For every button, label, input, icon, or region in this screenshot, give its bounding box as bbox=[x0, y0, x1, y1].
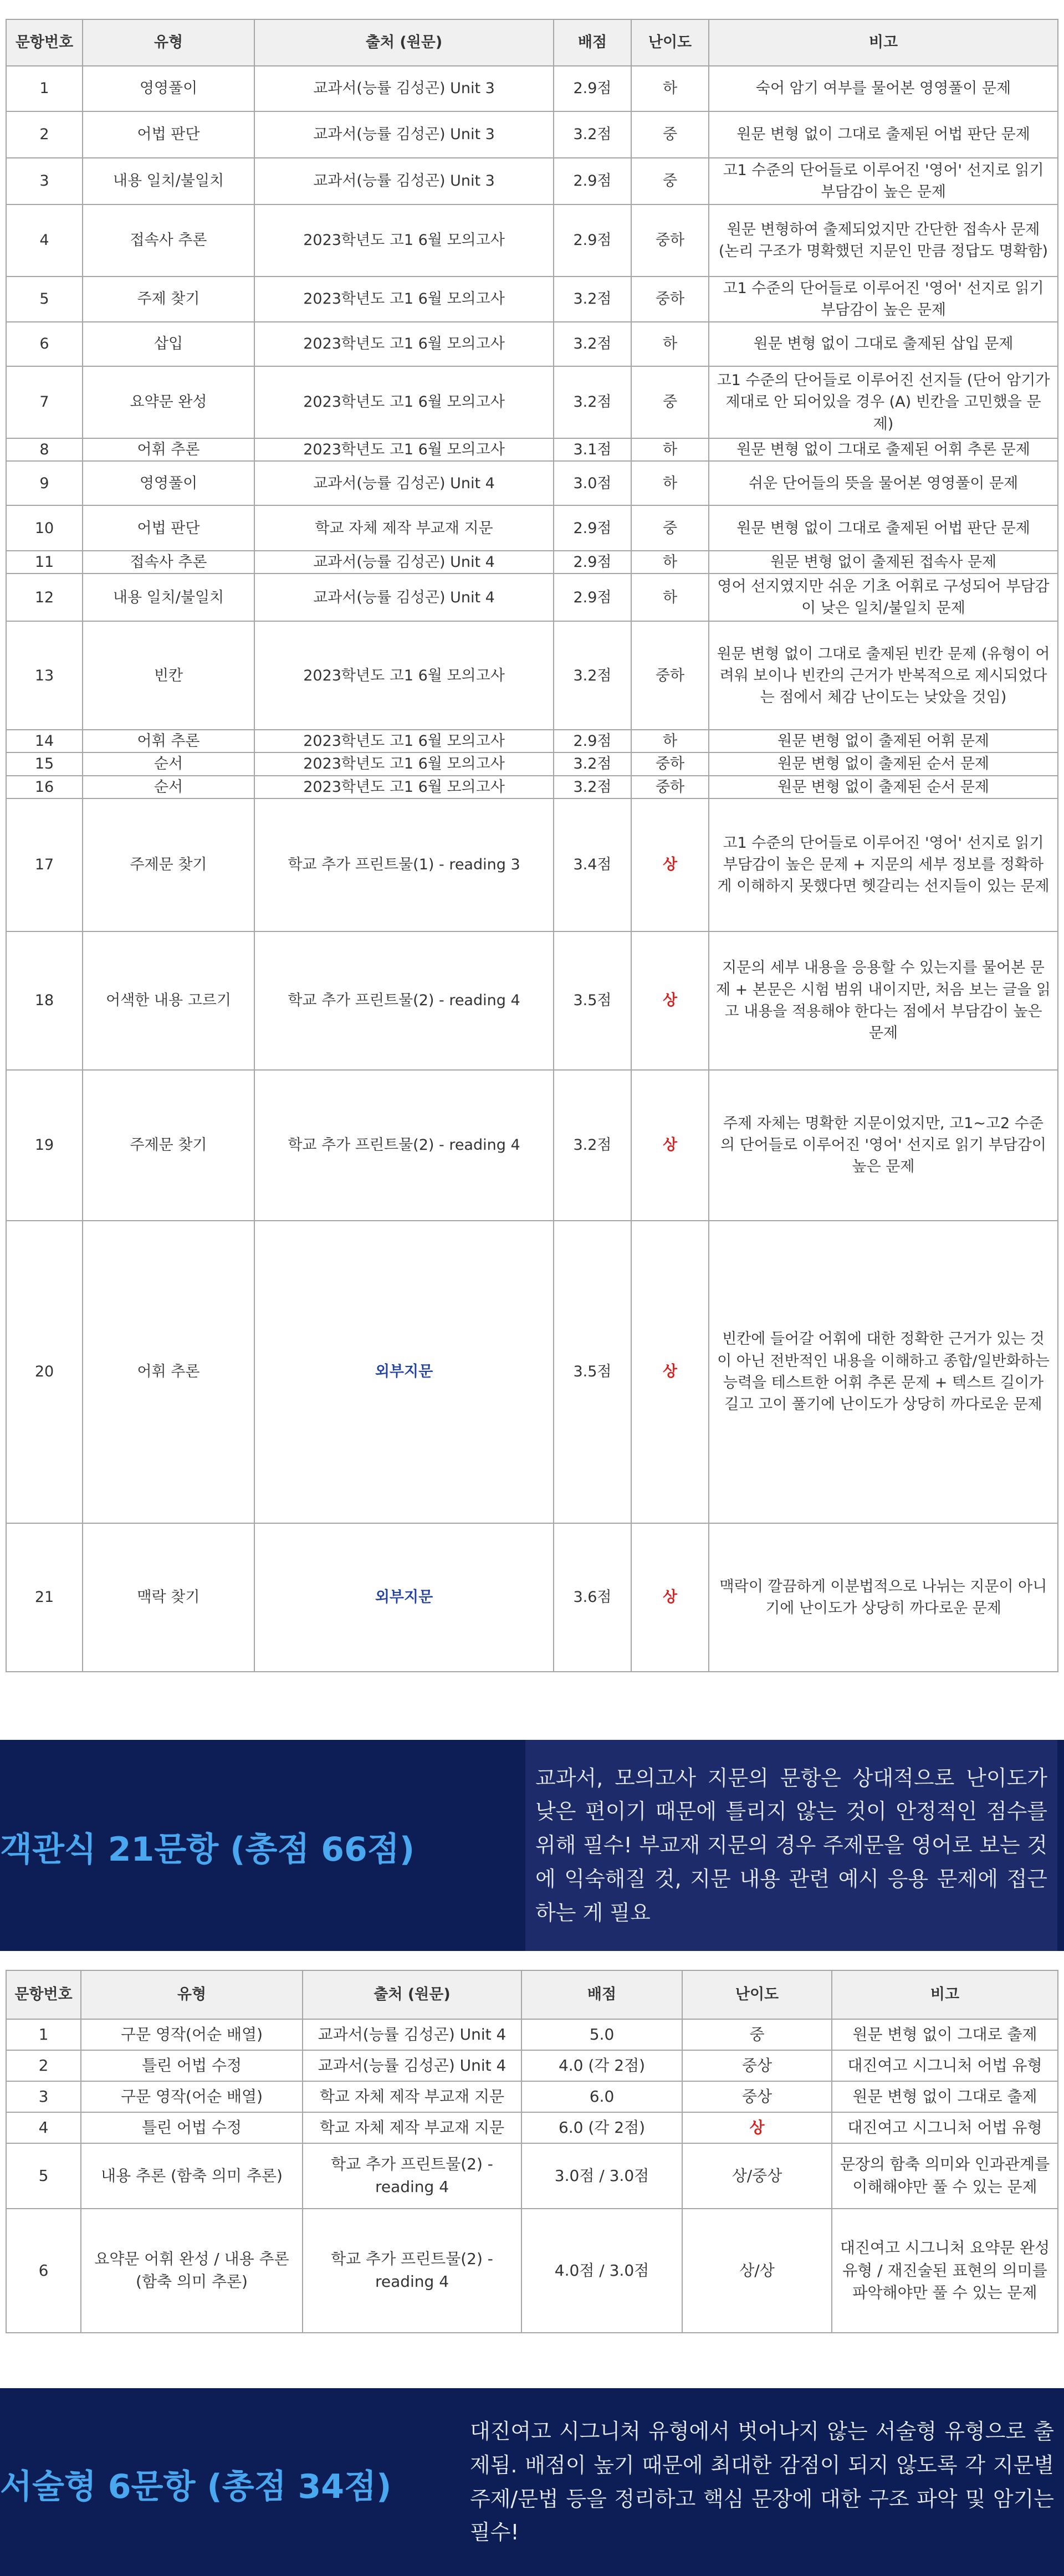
row-number: 17 bbox=[6, 798, 83, 931]
row-number: 8 bbox=[6, 438, 83, 461]
row-note: 원문 변형 없이 그대로 출제된 빈칸 문제 (유형이 어려워 보이나 빈칸의 근거가 반복적으로 제시되었다는 점에서 체감 난이도는 낮았을 것임) bbox=[709, 621, 1058, 730]
row-level: 중하 bbox=[631, 776, 709, 798]
row-type: 맥락 찾기 bbox=[83, 1523, 254, 1672]
row-number: 1 bbox=[6, 2019, 81, 2050]
row-number: 1 bbox=[6, 66, 83, 111]
row-score: 3.2점 bbox=[554, 752, 631, 775]
row-note: 원문 변형 없이 그대로 출제된 삽입 문제 bbox=[709, 322, 1058, 366]
row-number: 19 bbox=[6, 1070, 83, 1221]
subjective-summary-note: 대진여고 시그니처 유형에서 벗어나지 않는 서술형 유형으로 출제됨. 배점이 높기 때문에 최대한 감점이 되지 않도록 각 지문별 주제/문법 등을 정리하고 핵심 문장에 대한 구조 파악 및 암기는 필수! bbox=[470, 2419, 1054, 2545]
objective-summary-title: 객관식 21문항 (총점 66점) bbox=[0, 1830, 415, 1869]
header-level: 난이도 bbox=[682, 1970, 832, 2019]
row-type: 요약문 완성 bbox=[83, 366, 254, 438]
subjective-summary-note-box bbox=[460, 2388, 1064, 2576]
row-number: 6 bbox=[6, 322, 83, 366]
table-row bbox=[6, 776, 1058, 798]
row-note: 대진여고 시그니처 요약문 완성 유형 / 재진술된 표현의 의미를 파악해야만 풀 수 있는 문제 bbox=[832, 2209, 1058, 2333]
row-note: 주제 자체는 명확한 지문이었지만, 고1~고2 수준의 단어들로 이루어진 '영어' 선지로 읽기 부담감이 높은 문제 bbox=[709, 1070, 1058, 1221]
table-row bbox=[6, 366, 1058, 438]
row-level: 하 bbox=[631, 551, 709, 573]
row-note: 고1 수준의 단어들로 이루어진 선지들 (단어 암기가 제대로 안 되어있을 경우 (A) 빈칸을 고민했을 문제) bbox=[709, 366, 1058, 438]
row-number: 2 bbox=[6, 2050, 81, 2081]
row-note: 원문 변형 없이 출제된 접속사 문제 bbox=[709, 551, 1058, 573]
row-level: 하 bbox=[631, 438, 709, 461]
header-number: 문항번호 bbox=[6, 1970, 81, 2019]
table-row bbox=[6, 111, 1058, 158]
header-level: 난이도 bbox=[631, 19, 709, 66]
objective-summary-note: 교과서, 모의고사 지문의 문항은 상대적으로 난이도가 낮은 편이기 때문에 틀리지 않는 것이 안정적인 점수를 위해 필수! 부교재 지문의 경우 주제문을 영어로 보는 것에 익숙해질 것, 지문 내용 관련 예시 응용 문제에 접근하는 게 필요 bbox=[535, 1765, 1047, 1925]
header-source: 출처 (원문) bbox=[254, 19, 554, 66]
header-note: 비고 bbox=[709, 19, 1058, 66]
row-source: 교과서(능률 김성곤) Unit 4 bbox=[254, 461, 554, 505]
row-source: 교과서(능률 김성곤) Unit 4 bbox=[254, 551, 554, 573]
row-level: 중 bbox=[631, 111, 709, 158]
row-score: 3.6점 bbox=[554, 1523, 631, 1672]
table-row bbox=[6, 204, 1058, 276]
row-note: 원문 변형 없이 출제된 어휘 문제 bbox=[709, 730, 1058, 752]
row-note: 원문 변형 없이 출제된 순서 문제 bbox=[709, 776, 1058, 798]
row-number: 3 bbox=[6, 158, 83, 204]
row-source: 교과서(능률 김성곤) Unit 3 bbox=[254, 158, 554, 204]
row-level: 중 bbox=[631, 366, 709, 438]
row-level: 상 bbox=[631, 1523, 709, 1672]
row-score: 2.9점 bbox=[554, 551, 631, 573]
row-score: 3.4점 bbox=[554, 798, 631, 931]
row-source: 학교 자체 제작 부교재 지문 bbox=[303, 2112, 521, 2143]
row-source: 학교 추가 프린트물(2) - reading 4 bbox=[303, 2209, 521, 2333]
row-source: 학교 추가 프린트물(1) - reading 3 bbox=[254, 798, 554, 931]
row-source: 교과서(능률 김성곤) Unit 3 bbox=[254, 111, 554, 158]
table-row bbox=[6, 322, 1058, 366]
row-type: 삽입 bbox=[83, 322, 254, 366]
row-level: 중 bbox=[631, 505, 709, 551]
row-note: 빈칸에 들어갈 어휘에 대한 정확한 근거가 있는 것이 아닌 전반적인 내용을 이해하고 종합/일반화하는 능력을 테스트한 어휘 추론 문제 + 텍스트 길이가 길고 고이 풀기에 난이도가 상당히 까다로운 문제 bbox=[709, 1221, 1058, 1523]
header-score: 배점 bbox=[554, 19, 631, 66]
row-note: 숙어 암기 여부를 물어본 영영풀이 문제 bbox=[709, 66, 1058, 111]
row-type: 주제문 찾기 bbox=[83, 798, 254, 931]
row-number: 11 bbox=[6, 551, 83, 573]
row-type: 구문 영작(어순 배열) bbox=[81, 2019, 303, 2050]
row-note: 원문 변형 없이 그대로 출제 bbox=[832, 2019, 1058, 2050]
row-level: 상 bbox=[631, 1221, 709, 1523]
row-number: 2 bbox=[6, 111, 83, 158]
row-source: 학교 추가 프린트물(2) - reading 4 bbox=[254, 931, 554, 1070]
row-level: 하 bbox=[631, 66, 709, 111]
subjective-summary-title: 서술형 6문항 (총점 34점) bbox=[0, 2467, 392, 2506]
row-note: 고1 수준의 단어들로 이루어진 '영어' 선지로 읽기 부담감이 높은 문제 + 지문의 세부 정보를 정확하게 이해하지 못했다면 헷갈리는 선지들이 있는 문제 bbox=[709, 798, 1058, 931]
row-score: 6.0 (각 2점) bbox=[521, 2112, 682, 2143]
table-row bbox=[6, 1070, 1058, 1221]
row-level: 중하 bbox=[631, 621, 709, 730]
row-note: 고1 수준의 단어들로 이루어진 '영어' 선지로 읽기 부담감이 높은 문제 bbox=[709, 158, 1058, 204]
table-header-row bbox=[6, 1970, 1058, 2019]
header-type: 유형 bbox=[81, 1970, 303, 2019]
row-type: 영영풀이 bbox=[83, 461, 254, 505]
subjective-table bbox=[6, 1970, 1058, 2333]
row-score: 2.9점 bbox=[554, 66, 631, 111]
row-score: 2.9점 bbox=[554, 573, 631, 621]
row-score: 5.0 bbox=[521, 2019, 682, 2050]
table-row bbox=[6, 461, 1058, 505]
row-number: 4 bbox=[6, 204, 83, 276]
row-level: 상/중상 bbox=[682, 2143, 832, 2209]
row-level: 하 bbox=[631, 322, 709, 366]
row-level: 상 bbox=[631, 798, 709, 931]
row-note: 원문 변형 없이 출제된 순서 문제 bbox=[709, 752, 1058, 775]
row-score: 3.2점 bbox=[554, 111, 631, 158]
table-row bbox=[6, 2143, 1058, 2209]
row-type: 틀린 어법 수정 bbox=[81, 2112, 303, 2143]
table-row bbox=[6, 1221, 1058, 1523]
row-score: 3.5점 bbox=[554, 1221, 631, 1523]
header-number: 문항번호 bbox=[6, 19, 83, 66]
table-row bbox=[6, 1523, 1058, 1672]
objective-table bbox=[6, 19, 1058, 1672]
row-note: 원문 변형 없이 그대로 출제된 어법 판단 문제 bbox=[709, 505, 1058, 551]
table-row bbox=[6, 573, 1058, 621]
row-level: 상 bbox=[631, 931, 709, 1070]
row-source: 외부지문 bbox=[254, 1221, 554, 1523]
row-level: 하 bbox=[631, 730, 709, 752]
row-note: 고1 수준의 단어들로 이루어진 '영어' 선지로 읽기 부담감이 높은 문제 bbox=[709, 276, 1058, 322]
row-number: 3 bbox=[6, 2081, 81, 2112]
header-note: 비고 bbox=[832, 1970, 1058, 2019]
row-source: 학교 추가 프린트물(2) - reading 4 bbox=[303, 2143, 521, 2209]
row-type: 내용 일치/불일치 bbox=[83, 573, 254, 621]
row-type: 어휘 추론 bbox=[83, 730, 254, 752]
row-type: 접속사 추론 bbox=[83, 551, 254, 573]
row-source: 2023학년도 고1 6월 모의고사 bbox=[254, 366, 554, 438]
row-type: 순서 bbox=[83, 776, 254, 798]
subjective-summary-banner bbox=[0, 2388, 1064, 2576]
table-row bbox=[6, 551, 1058, 573]
row-source: 2023학년도 고1 6월 모의고사 bbox=[254, 752, 554, 775]
row-type: 어휘 추론 bbox=[83, 1221, 254, 1523]
row-note: 원문 변형 없이 그대로 출제 bbox=[832, 2081, 1058, 2112]
row-level: 중상 bbox=[682, 2081, 832, 2112]
header-source: 출처 (원문) bbox=[303, 1970, 521, 2019]
row-type: 어법 판단 bbox=[83, 111, 254, 158]
row-level: 중하 bbox=[631, 752, 709, 775]
row-type: 순서 bbox=[83, 752, 254, 775]
row-number: 18 bbox=[6, 931, 83, 1070]
row-number: 5 bbox=[6, 2143, 81, 2209]
table-row bbox=[6, 2050, 1058, 2081]
row-source: 2023학년도 고1 6월 모의고사 bbox=[254, 730, 554, 752]
row-number: 5 bbox=[6, 276, 83, 322]
row-level: 중상 bbox=[682, 2050, 832, 2081]
row-level: 중 bbox=[631, 158, 709, 204]
row-source: 교과서(능률 김성곤) Unit 3 bbox=[254, 66, 554, 111]
row-note: 쉬운 단어들의 뜻을 물어본 영영풀이 문제 bbox=[709, 461, 1058, 505]
row-number: 16 bbox=[6, 776, 83, 798]
row-level: 중 bbox=[682, 2019, 832, 2050]
row-source: 교과서(능률 김성곤) Unit 4 bbox=[303, 2019, 521, 2050]
row-type: 구문 영작(어순 배열) bbox=[81, 2081, 303, 2112]
table-row bbox=[6, 752, 1058, 775]
row-source: 2023학년도 고1 6월 모의고사 bbox=[254, 438, 554, 461]
row-note: 원문 변형 없이 그대로 출제된 어휘 추론 문제 bbox=[709, 438, 1058, 461]
objective-summary-banner bbox=[0, 1740, 1064, 1951]
row-number: 4 bbox=[6, 2112, 81, 2143]
row-type: 주제 찾기 bbox=[83, 276, 254, 322]
row-score: 3.2점 bbox=[554, 621, 631, 730]
row-type: 내용 일치/불일치 bbox=[83, 158, 254, 204]
row-score: 3.5점 bbox=[554, 931, 631, 1070]
row-number: 7 bbox=[6, 366, 83, 438]
row-score: 3.2점 bbox=[554, 366, 631, 438]
table-row bbox=[6, 2209, 1058, 2333]
row-score: 2.9점 bbox=[554, 204, 631, 276]
table-row bbox=[6, 2019, 1058, 2050]
row-type: 주제문 찾기 bbox=[83, 1070, 254, 1221]
row-note: 대진여고 시그니처 어법 유형 bbox=[832, 2050, 1058, 2081]
row-source: 외부지문 bbox=[254, 1523, 554, 1672]
row-source: 학교 자체 제작 부교재 지문 bbox=[303, 2081, 521, 2112]
row-score: 2.9점 bbox=[554, 158, 631, 204]
row-number: 20 bbox=[6, 1221, 83, 1523]
row-score: 3.0점 / 3.0점 bbox=[521, 2143, 682, 2209]
row-number: 15 bbox=[6, 752, 83, 775]
table-row bbox=[6, 158, 1058, 204]
objective-summary-note-box bbox=[525, 1740, 1057, 1951]
table-row bbox=[6, 438, 1058, 461]
row-note: 지문의 세부 내용을 응용할 수 있는지를 물어본 문제 + 본문은 시험 범위 내이지만, 처음 보는 글을 읽고 내용을 적용해야 한다는 점에서 부담감이 높은 문제 bbox=[709, 931, 1058, 1070]
row-type: 내용 추론 (함축 의미 추론) bbox=[81, 2143, 303, 2209]
row-source: 2023학년도 고1 6월 모의고사 bbox=[254, 276, 554, 322]
row-note: 문장의 함축 의미와 인과관계를 이해해야만 풀 수 있는 문제 bbox=[832, 2143, 1058, 2209]
table-row bbox=[6, 66, 1058, 111]
row-note: 맥락이 깔끔하게 이분법적으로 나뉘는 지문이 아니기에 난이도가 상당히 까다로운 문제 bbox=[709, 1523, 1058, 1672]
row-number: 10 bbox=[6, 505, 83, 551]
table-row bbox=[6, 931, 1058, 1070]
row-score: 3.2점 bbox=[554, 322, 631, 366]
row-note: 원문 변형하여 출제되었지만 간단한 접속사 문제 (논리 구조가 명확했던 지문인 만큼 정답도 명확함) bbox=[709, 204, 1058, 276]
row-score: 2.9점 bbox=[554, 505, 631, 551]
row-source: 학교 자체 제작 부교재 지문 bbox=[254, 505, 554, 551]
header-score: 배점 bbox=[521, 1970, 682, 2019]
row-number: 9 bbox=[6, 461, 83, 505]
row-source: 2023학년도 고1 6월 모의고사 bbox=[254, 621, 554, 730]
row-number: 12 bbox=[6, 573, 83, 621]
row-source: 교과서(능률 김성곤) Unit 4 bbox=[254, 573, 554, 621]
table-row bbox=[6, 276, 1058, 322]
table-row bbox=[6, 2112, 1058, 2143]
row-source: 2023학년도 고1 6월 모의고사 bbox=[254, 204, 554, 276]
row-score: 3.1점 bbox=[554, 438, 631, 461]
row-source: 학교 추가 프린트물(2) - reading 4 bbox=[254, 1070, 554, 1221]
table-row bbox=[6, 621, 1058, 730]
row-score: 4.0 (각 2점) bbox=[521, 2050, 682, 2081]
row-note: 원문 변형 없이 그대로 출제된 어법 판단 문제 bbox=[709, 111, 1058, 158]
row-number: 14 bbox=[6, 730, 83, 752]
row-level: 하 bbox=[631, 573, 709, 621]
row-note: 영어 선지였지만 쉬운 기초 어휘로 구성되어 부담감이 낮은 일치/불일치 문제 bbox=[709, 573, 1058, 621]
header-type: 유형 bbox=[83, 19, 254, 66]
table-row bbox=[6, 2081, 1058, 2112]
row-score: 6.0 bbox=[521, 2081, 682, 2112]
row-score: 2.9점 bbox=[554, 730, 631, 752]
row-level: 하 bbox=[631, 461, 709, 505]
row-source: 교과서(능률 김성곤) Unit 4 bbox=[303, 2050, 521, 2081]
row-source: 2023학년도 고1 6월 모의고사 bbox=[254, 322, 554, 366]
row-level: 상/상 bbox=[682, 2209, 832, 2333]
row-score: 4.0점 / 3.0점 bbox=[521, 2209, 682, 2333]
row-number: 6 bbox=[6, 2209, 81, 2333]
objective-table-body bbox=[6, 66, 1058, 1672]
row-note: 대진여고 시그니처 어법 유형 bbox=[832, 2112, 1058, 2143]
row-score: 3.2점 bbox=[554, 276, 631, 322]
row-type: 빈칸 bbox=[83, 621, 254, 730]
table-header-row bbox=[6, 19, 1058, 66]
row-type: 어색한 내용 고르기 bbox=[83, 931, 254, 1070]
row-level: 중하 bbox=[631, 204, 709, 276]
row-score: 3.0점 bbox=[554, 461, 631, 505]
table-row bbox=[6, 730, 1058, 752]
table-row bbox=[6, 505, 1058, 551]
row-type: 어법 판단 bbox=[83, 505, 254, 551]
row-level: 상 bbox=[682, 2112, 832, 2143]
row-score: 3.2점 bbox=[554, 1070, 631, 1221]
row-type: 영영풀이 bbox=[83, 66, 254, 111]
table-row bbox=[6, 798, 1058, 931]
row-type: 요약문 어휘 완성 / 내용 추론 (함축 의미 추론) bbox=[81, 2209, 303, 2333]
row-level: 중하 bbox=[631, 276, 709, 322]
subjective-table-body bbox=[6, 2019, 1058, 2333]
row-number: 13 bbox=[6, 621, 83, 730]
row-type: 접속사 추론 bbox=[83, 204, 254, 276]
row-number: 21 bbox=[6, 1523, 83, 1672]
row-source: 2023학년도 고1 6월 모의고사 bbox=[254, 776, 554, 798]
row-type: 틀린 어법 수정 bbox=[81, 2050, 303, 2081]
row-score: 3.2점 bbox=[554, 776, 631, 798]
row-type: 어휘 추론 bbox=[83, 438, 254, 461]
row-level: 상 bbox=[631, 1070, 709, 1221]
